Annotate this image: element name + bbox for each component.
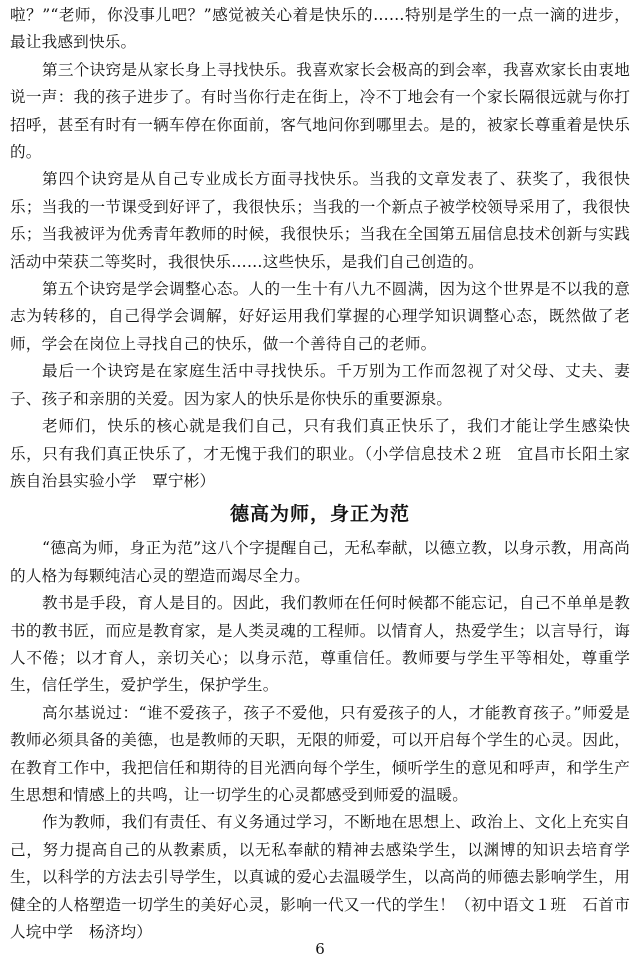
paragraph-teaching: 教书是手段，育人是目的。因此，我们教师在任何时候都不能忘记，自己不单单是教书的教书匠，而应是教育家，是人类灵魂的工程师。以情育人，热爱学生；以言导行，诲人不倦；以才育人，亲切关心；以身示范，尊重信任。教师要与学生平等相处，尊重学生，信任学生，爱护学生，保护学生。	[10, 594, 630, 695]
paragraph-continued: 啦？”“老师，你没事儿吧？”感觉被关心着是快乐的……特别是学生的一点一滴的进步，最让我感到快乐。	[10, 6, 630, 52]
paragraph-conclusion-author: 老师们，快乐的核心就是我们自己，只有我们真正快乐了，我们才能让学生感染快乐，只有我们真正快乐了，才无愧于我们的职业。（小学信息技术２班 宜昌市长阳土家族自治县实验小学 覃宁彬）	[10, 417, 630, 490]
paragraph-third-tip: 第三个诀窍是从家长身上寻找快乐。我喜欢家长会极高的到会率，我喜欢家长由衷地说一声：我的孩子进步了。有时当你行走在街上，冷不丁地会有一个家长隔很远就与你打招呼，甚至有时有一辆车停在你面前，客气地问你到哪里去。是的，被家长尊重着是快乐的。	[10, 60, 630, 162]
paragraph-fourth-tip: 第四个诀窍是从自己专业成长方面寻找快乐。当我的文章发表了、获奖了，我很快乐；当我的一节课受到好评了，我很快乐；当我的一个新点子被学校领导采用了，我很快乐；当我被评为优秀青年教师的时候，我很快乐；当我在全国第五届信息技术创新与实践活动中荣获二等奖时，我很快乐……这些快乐，是我们自己创造的。	[10, 170, 630, 271]
paragraph-last-tip: 最后一个诀窍是在家庭生活中寻找快乐。千万别为工作而忽视了对父母、丈夫、妻子、孩子和亲朋的关爱。因为家人的快乐是你快乐的重要源泉。	[10, 362, 630, 408]
paragraph-responsibility-author: 作为教师，我们有责任、有义务通过学习，不断地在思想上、政治上、文化上充实自己，努力提高自己的从教素质，以无私奉献的精神去感染学生，以渊博的知识去培育学生，以科学的方法去引导学生，以真诚的爱心去温暖学生，以高尚的师德去影响学生，用健全的人格塑造一切学生的美好心灵，影响一代又一代的学生！（初中语文１班 石首市人垸中学 杨济均）	[10, 813, 630, 941]
paragraph-fifth-tip: 第五个诀窍是学会调整心态。人的一生十有八九不圆满，因为这个世界是不以我的意志为转移的，自己得学会调解，好好运用我们掌握的心理学知识调整心态，既然做了老师，学会在岗位上寻找自己的快乐，做一个善待自己的老师。	[10, 280, 630, 353]
paragraph-motto: “德高为师，身正为范”这八个字提醒自己，无私奉献，以德立教，以身示教，用高尚的人格为每颗纯洁心灵的塑造而竭尽全力。	[10, 539, 630, 585]
page-number: 6	[315, 940, 325, 958]
article-title: 德高为师，身正为范	[229, 503, 410, 526]
page-content	[10, 2, 630, 946]
paragraph-gorky-quote: 高尔基说过：“谁不爱孩子，孩子不爱他，只有爱孩子的人，才能教育孩子。”师爱是教师必须具备的美德，也是教师的天职，无限的师爱，可以开启每个学生的心灵。因此，在教育工作中，我把信任和期待的目光洒向每个学生，倾听学生的意见和呼声，和学生产生思想和情感上的共鸣，让一切学生的心灵都感受到师爱的温暖。	[10, 703, 630, 804]
